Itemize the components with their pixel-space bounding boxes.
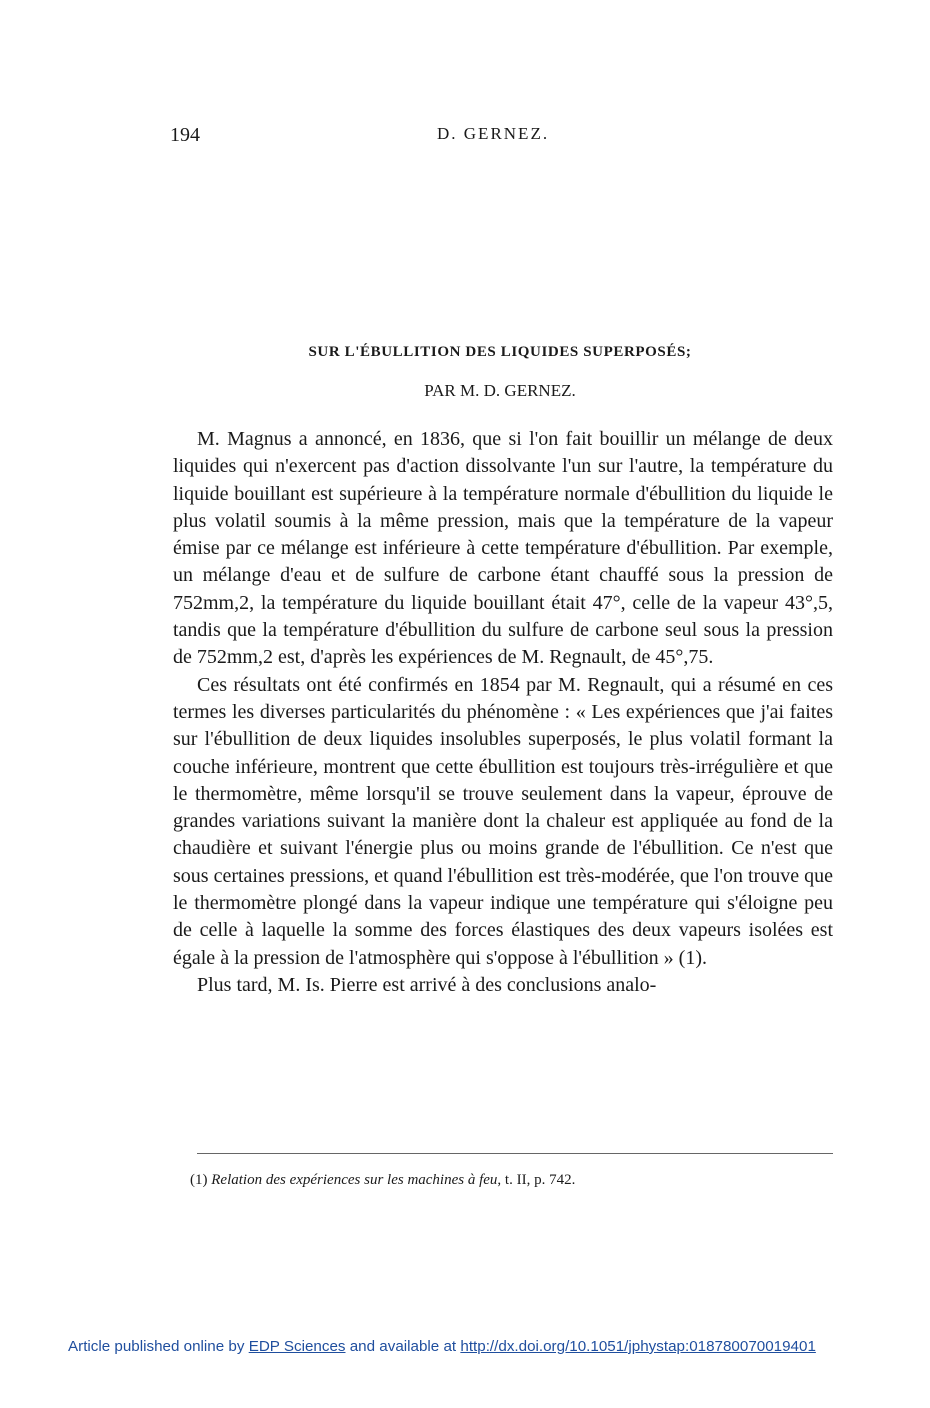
- footnote-rest: , t. II, p. 742.: [497, 1172, 576, 1188]
- paragraph-1: M. Magnus a annoncé, en 1836, que si l'on fait bouillir un mélange de deux liquides qui n'exercent pas d'action dissolvante l'un sur l'autre, la température du liquide bouillant est supérieure à la température normale d'ébullition du liquide le plus volatil soumis à la même pression, mais que la température de la vapeur émise par ce mélange est inférieure à cette température d'ébullition. Par exemple, un mélange d'eau et de sulfure de carbone étant chauffé sous la pression de 752mm,2, la température du liquide bouillant était 47°, celle de la vapeur 43°,5, tandis que la température d'ébullition du sulfure de carbone seul sous la pression de 752mm,2 est, d'après les expériences de M. Regnault, de 45°,75.: [173, 428, 833, 669]
- byline: PAR M. D. GERNEZ.: [424, 381, 576, 400]
- publisher-line: [68, 1338, 816, 1355]
- publisher-middle: and available at: [349, 1338, 457, 1355]
- publisher-link[interactable]: EDP Sciences: [248, 1338, 346, 1355]
- article-title: SUR L'ÉBULLITION DES LIQUIDES SUPERPOSÉS;: [308, 344, 692, 360]
- body-text: [173, 426, 833, 999]
- footnote-marker: (1): [190, 1172, 208, 1188]
- publisher-prefix: Article published online by: [68, 1338, 245, 1355]
- page-number: 194: [170, 124, 200, 146]
- doi-link[interactable]: http://dx.doi.org/10.1051/jphystap:018780070019401: [460, 1338, 816, 1355]
- footnote-rule: [197, 1153, 833, 1154]
- running-head: [0, 124, 930, 148]
- paragraph-2: Ces résultats ont été confirmés en 1854 par M. Regnault, qui a résumé en ces termes les diverses particularités du phénomène : « Les expériences que j'ai faites sur l'ébullition de deux liquides insolubles superposés, le plus volatil formant la couche inférieure, montrent que cette ébullition est toujours très-irrégulière et que le thermomètre, même lorsqu'il se trouve seulement dans la vapeur, éprouve de grandes variations suivant la manière dont la chaleur est appliquée au fond de la chaudière et suivant l'énergie plus ou moins grande de l'ébullition. Ce n'est que sous certaines pressions, et quand l'ébullition est très-modérée, que l'on trouve que le thermomètre plongé dans la vapeur indique une température qui s'éloigne peu de celle à laquelle la somme des forces élastiques des deux vapeurs isolées est égale à la pression de l'atmosphère qui s'oppose à l'ébullition » (1).: [173, 673, 833, 969]
- paragraph-3: Plus tard, M. Is. Pierre est arrivé à des conclusions analo-: [197, 973, 657, 996]
- footnote: [190, 1172, 575, 1189]
- footnote-title: Relation des expériences sur les machines à feu: [211, 1172, 498, 1188]
- running-author: D. GERNEZ.: [437, 124, 550, 143]
